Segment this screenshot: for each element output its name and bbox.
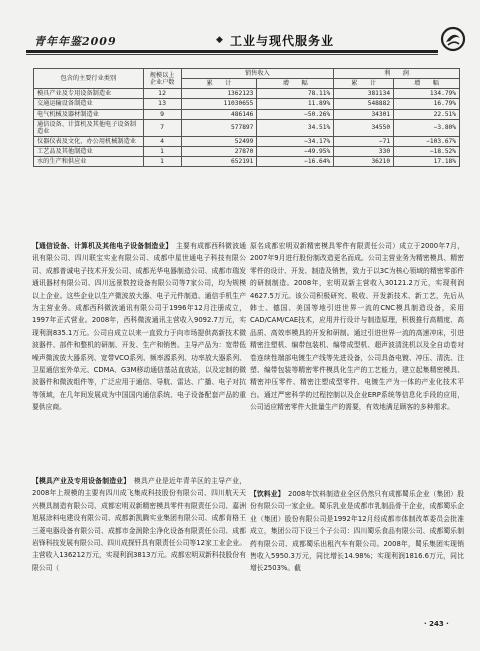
telecom-heading: 【通信设备、计算机及其他电子设备制造业】 [32, 242, 169, 250]
mold-body-continued: 原名成都宏明双新精密模具零件有限责任公司）成立于2000年7月，2007年9月进行股份制改造更名而成。公司主营业务为精密模具、精密零件的设计、开发、制造及销售，致力于以3C为核心领域的精密零部件的研制制造。2008年，宏明双新主营收入30121.2万元，实现利润4627.5万元。该公司积极研究、吸收、开发新技术、新工艺，先后从韩士、德国、美国等地引进世界一流的CNC模具制造设备，采用CAD/CAM/CAE技术，应用并行设计与制造原理，积极推行高精度、高品质、高效率模具的开发和研制。通过引进世界一流的高速冲床，引进精密注塑机、编带包装机、编带成型机、超声波清洗机以及全自动卷对卷连续性端部电镀生产线等先进设备，公司具备电镀、冲压、清洗、注塑、编带包装等精密零件模具化生产的工艺能力，建立起集精密模具、精密冲压零件、精密注塑成型零件、电镀生产为一体的产业化技术平台。通过严密科学的过程控制以及企业ERP系统等信息化手段的应用，公司适应精密零件大批量生产的需要，有效地满足顾客的多种需求。 [250, 242, 464, 412]
row-name: 通信设备、计算机及其他电子设备制造业 [34, 119, 144, 136]
header-category: 包含的主要行业类别 [34, 69, 144, 89]
table-row [34, 147, 460, 157]
row-profit: 34301 [334, 109, 394, 119]
row-profit: 330 [334, 147, 394, 157]
row-sales: 11030655 [181, 99, 257, 109]
row-sales-growth: −49.95% [257, 147, 334, 157]
row-count: 1 [143, 147, 181, 157]
row-profit-growth: −18.52% [394, 147, 460, 157]
row-sales-growth: 78.11% [257, 89, 334, 99]
row-profit: 36210 [334, 157, 394, 167]
beverage-body: 2008年饮料制造业全区仍然只有成都蜀乐企业（集团）股份有限公司一家企业。蜀乐乳业是成都市乳制品骨干企业，成都蜀乐企业（集团）股份有限公司是1992年12月经成都市体制改革委员会批准成立，集团公司下设三个子公司：四川蜀乐食品有限公司、成都蜀乐制药有限公司、成都蜀乐出租汽车有限公司。2008年，蜀乐集团实现销售收入5950.3万元，同比增长14.98%；实现利润1816.6万元，同比增长2503%。截 [250, 490, 465, 573]
yearbook-logo-icon [440, 26, 466, 52]
row-name: 模具产业及专用设备制造业 [34, 89, 144, 99]
row-name: 仪器仪表及文化、办公用机械制造业 [34, 136, 144, 146]
row-profit: 548882 [334, 99, 394, 109]
row-profit-growth: 134.79% [394, 89, 460, 99]
row-name: 交通运输设备制造业 [34, 99, 144, 109]
section-title: 工业与现代服务业 [230, 34, 335, 48]
diamond-bullet: ◆ [216, 35, 223, 45]
yearbook-title: 青年年鉴2009 [34, 35, 117, 48]
telecom-body: 主要有成都西科微波通讯有限公司、四川联宝实业有限公司、成都中星世通电子科技有限公司、成都普诚电子技术开发公司、成都光华电器制造公司、成都市瑞发通讯器材有限公司、四川远景数控设备有限公司等7家公司，均为规模以上企业。这些企业以生产微波放大器、电子元件制造、通信手机生产为主营业务。成都西科微波通讯有限公司于1996年12月注册成立，1997年正式营业。2008年，西科微波通讯主营收入9092.7万元，实现利润835.1万元。公司自成立以来一直致力于向市场提供高新技术微波器件、部件和整机的研制、开发、生产和销售。主导产品为：宽带低噪声微波放大器系列、宽带VCO系列、频率源系列、功率放大器系列、卫星通信室外单元、CDMA、G3M移动通信基站直放站，以及定制的微波器件和微波组件等，广泛应用于通信、导航、雷达、广播、电子对抗等领域，在几年间发展成为中国国内通信系统、电子设备配套产品的重要供应商。 [32, 242, 247, 412]
row-profit-growth: 17.18% [394, 157, 460, 167]
row-sales: 486146 [181, 109, 257, 119]
row-sales: 577897 [181, 119, 257, 136]
header-sales: 销售收入 [181, 69, 334, 79]
row-count: 9 [143, 109, 181, 119]
table-row [34, 157, 460, 167]
row-name: 水的生产和供应业 [34, 157, 144, 167]
header-rule-thin [26, 54, 438, 55]
row-profit-growth: −103.67% [394, 136, 460, 146]
row-count: 7 [143, 119, 181, 136]
row-profit-growth: 22.51% [394, 109, 460, 119]
sub-profit-growth: 增 幅 [394, 79, 460, 89]
row-profit-growth: −3.80% [394, 119, 460, 136]
row-sales-growth: 11.89% [257, 99, 334, 109]
sub-sales-total: 累 计 [181, 79, 257, 89]
mold-heading: 【模具产业及专用设备制造业】 [32, 477, 127, 485]
table-row [34, 119, 460, 136]
paragraph-mold-continued [250, 240, 464, 414]
sub-profit-total: 累 计 [334, 79, 394, 89]
beverage-heading: 【饮料业】 [250, 490, 282, 498]
row-profit: 34550 [334, 119, 394, 136]
paragraph-beverage [250, 488, 464, 575]
table-row [34, 109, 460, 119]
row-sales-growth: −50.26% [257, 109, 334, 119]
row-sales-growth: −34.17% [257, 136, 334, 146]
row-profit: −71 [334, 136, 394, 146]
page-number: · 243 · [424, 620, 449, 628]
row-profit: 381134 [334, 89, 394, 99]
row-sales-growth: −16.64% [257, 157, 334, 167]
table-header-row [34, 69, 460, 79]
row-name: 工艺品及其他制造业 [34, 147, 144, 157]
row-sales: 1362123 [181, 89, 257, 99]
header-profit: 利 润 [334, 69, 460, 79]
row-name: 电气机械及器材制造业 [34, 109, 144, 119]
sub-sales-growth: 增 幅 [257, 79, 334, 89]
running-header [26, 30, 466, 52]
table-row [34, 89, 460, 99]
paragraph-telecom [32, 240, 246, 414]
paragraph-mold [32, 475, 246, 574]
industry-stats-table [33, 68, 460, 167]
row-count: 1 [143, 157, 181, 167]
table-row [34, 136, 460, 146]
row-sales: 52499 [181, 136, 257, 146]
header-count: 规模以上企业户数 [143, 69, 181, 89]
table-row [34, 99, 460, 109]
row-count: 12 [143, 89, 181, 99]
row-sales-growth: 34.51% [257, 119, 334, 136]
mold-body: 模具产业是近年青羊区的主导产业，2008年上规模的主要有四川成飞集成科技股份有限公司、四川航天天兴模具制造有限公司、成都宏明双新精密模具零件有限责任公司、嘉洲旭展涂料电建设有限公司、成都新凯腾实业集团有限公司、成都肯格王三菱电器设备有限公司、成都市金润除尘净化设备有限责任公司、成都岩锋科技发展有限公司、四川成探钎具有限责任公司等12家工业企业。主营收入136212万元，实现利润3813万元。成都宏明双新科技股份有限公司（ [32, 477, 247, 572]
row-profit-growth: 16.79% [394, 99, 460, 109]
row-sales: 27870 [181, 147, 257, 157]
header-rule [26, 50, 438, 53]
row-sales: 652191 [181, 157, 257, 167]
row-count: 13 [143, 99, 181, 109]
row-count: 4 [143, 136, 181, 146]
